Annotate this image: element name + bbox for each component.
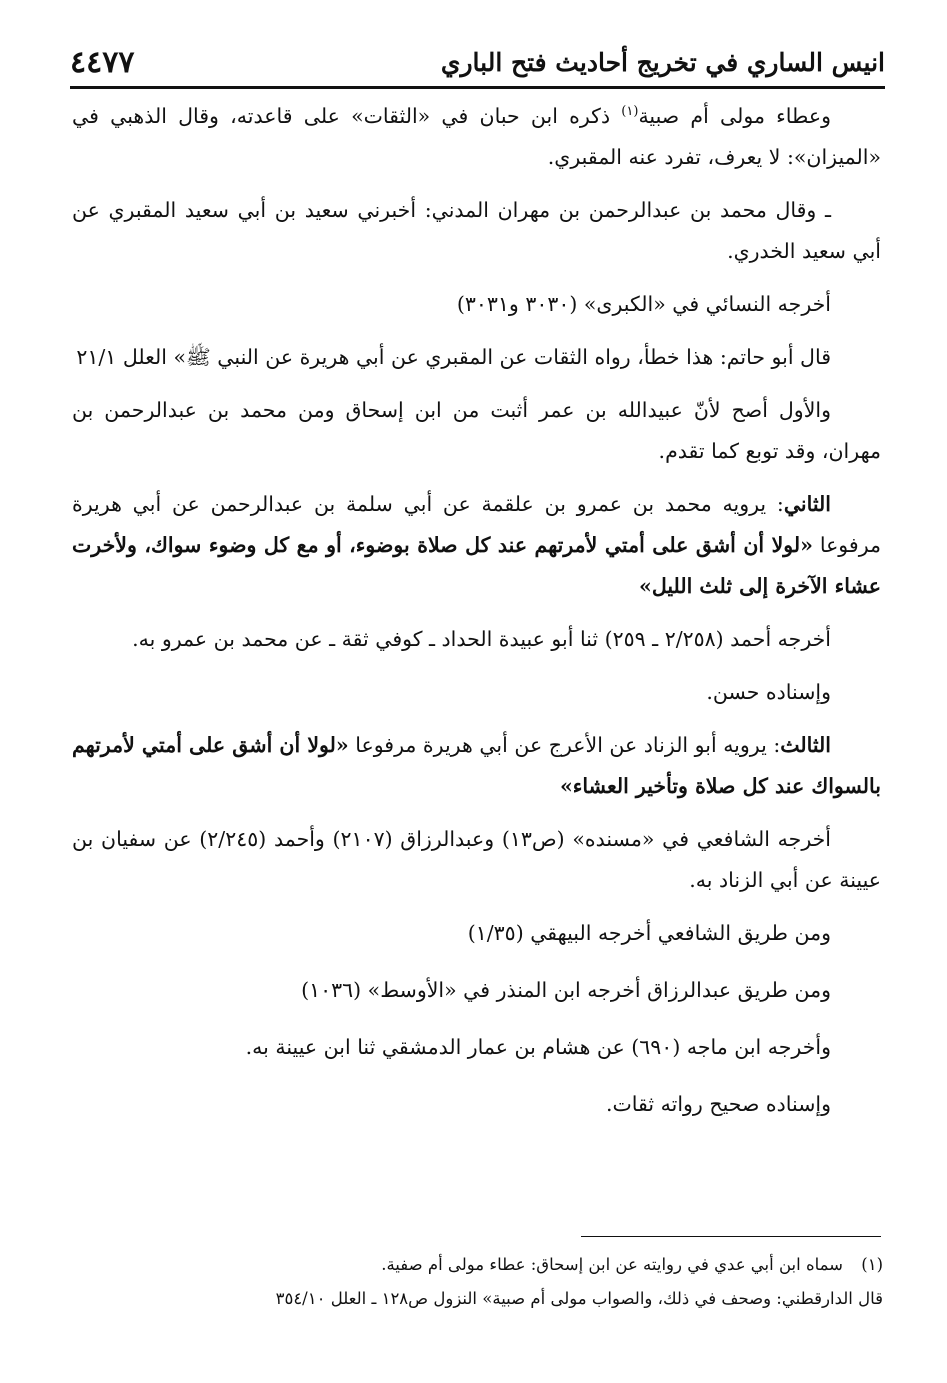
paragraph-third [72, 725, 881, 807]
paragraph-nasai: أخرجه النسائي في «الكبرى» (٣٠٣٠ و٣٠٣١) [456, 292, 831, 316]
footnote-text: سماه ابن أبي عدي في روايته عن ابن إسحاق: عطاء مولى أم صفية. [381, 1255, 843, 1274]
footnote-number: (١) [861, 1255, 883, 1274]
page-header [70, 38, 885, 89]
paragraph-abu-hatim: قال أبو حاتم: هذا خطأ، رواه الثقات عن المقبري عن أبي هريرة عن النبي ﷺ» العلل ٢١/١ [76, 345, 831, 369]
footnote-1 [72, 1248, 883, 1282]
hadith-text: «لولا أن أشق على أمتي لأمرتهم عند كل صلاة بوضوء، أو مع كل وضوء سواك، ولأخرت عشاء الآخرة إلى ثلث الليل» [72, 533, 881, 598]
paragraph-text: : يرويه أبو الزناد عن الأعرج عن أبي هريرة مرفوعا [348, 733, 781, 757]
paragraph-isnad-hasan: وإسناده حسن. [706, 680, 831, 704]
paragraph-ibn-mundhir: ومن طريق عبدالرزاق أخرجه ابن المنذر في «الأوسط» (١٠٣٦) [301, 978, 831, 1002]
footnote-marker[interactable]: (١) [621, 104, 639, 120]
paragraph-isnad-sahih: وإسناده صحيح رواته ثقات. [605, 1092, 831, 1116]
paragraph-text: : يرويه محمد بن عمرو بن علقمة عن أبي سلمة بن عبدالرحمن عن أبي هريرة مرفوعا [72, 492, 881, 557]
paragraph-bayhaqi: ومن طريق الشافعي أخرجه البيهقي (١/٣٥) [467, 921, 831, 945]
section-label: الثالث [780, 733, 831, 757]
paragraph-second [72, 484, 881, 607]
paragraph-ahmad: أخرجه أحمد (٢/٢٥٨ ـ ٢٥٩) ثنا أبو عبيدة الحداد ـ كوفي ثقة ـ عن محمد بن عمرو به. [132, 627, 831, 651]
footnote-divider [581, 1236, 881, 1237]
section-label: الثاني [783, 492, 831, 516]
paragraph-ibn-majah: وأخرجه ابن ماجه (٦٩٠) عن هشام بن عمار الدمشقي ثنا ابن عيينة به. [245, 1035, 831, 1059]
paragraph-text: وعطاء مولى أم صبية [638, 104, 831, 128]
hadith-text: «لولا أن أشق على أمتي لأمرتهم بالسواك عند كل صلاة وتأخير العشاء» [72, 733, 881, 798]
footnotes [72, 1248, 883, 1316]
paragraph-ata [72, 96, 881, 178]
page-number: ٤٤٧٧ [70, 45, 135, 80]
running-title: انيس الساري في تخريج أحاديث فتح الباري [440, 48, 885, 77]
footnote-1-continued: قال الدارقطني: وصحف في ذلك، والصواب مولى أم صبية» النزول ص١٢٨ ـ العلل ٣٥٤/١٠ [275, 1289, 883, 1308]
paragraph-muhammad: ـ وقال محمد بن عبدالرحمن بن مهران المدني: أخبرني سعيد بن أبي سعيد المقبري عن أبي سعيد الخدري. [72, 198, 881, 263]
paragraph-text: ذكره ابن حبان في «الثقات» على قاعدته، وقال الذهبي في «الميزان»: لا يعرف، تفرد عنه المقبري. [72, 104, 881, 169]
paragraph-first-correct: والأول أصح لأنّ عبيدالله بن عمر أثبت من ابن إسحاق ومن محمد بن عبدالرحمن بن مهران، وقد توبع كما تقدم. [72, 398, 881, 463]
paragraph-shafii: أخرجه الشافعي في «مسنده» (ص١٣) وعبدالرزاق (٢١٠٧) وأحمد (٢/٢٤٥) عن سفيان بن عيينة عن أبي الزناد به. [72, 827, 881, 892]
main-text [72, 96, 881, 1137]
